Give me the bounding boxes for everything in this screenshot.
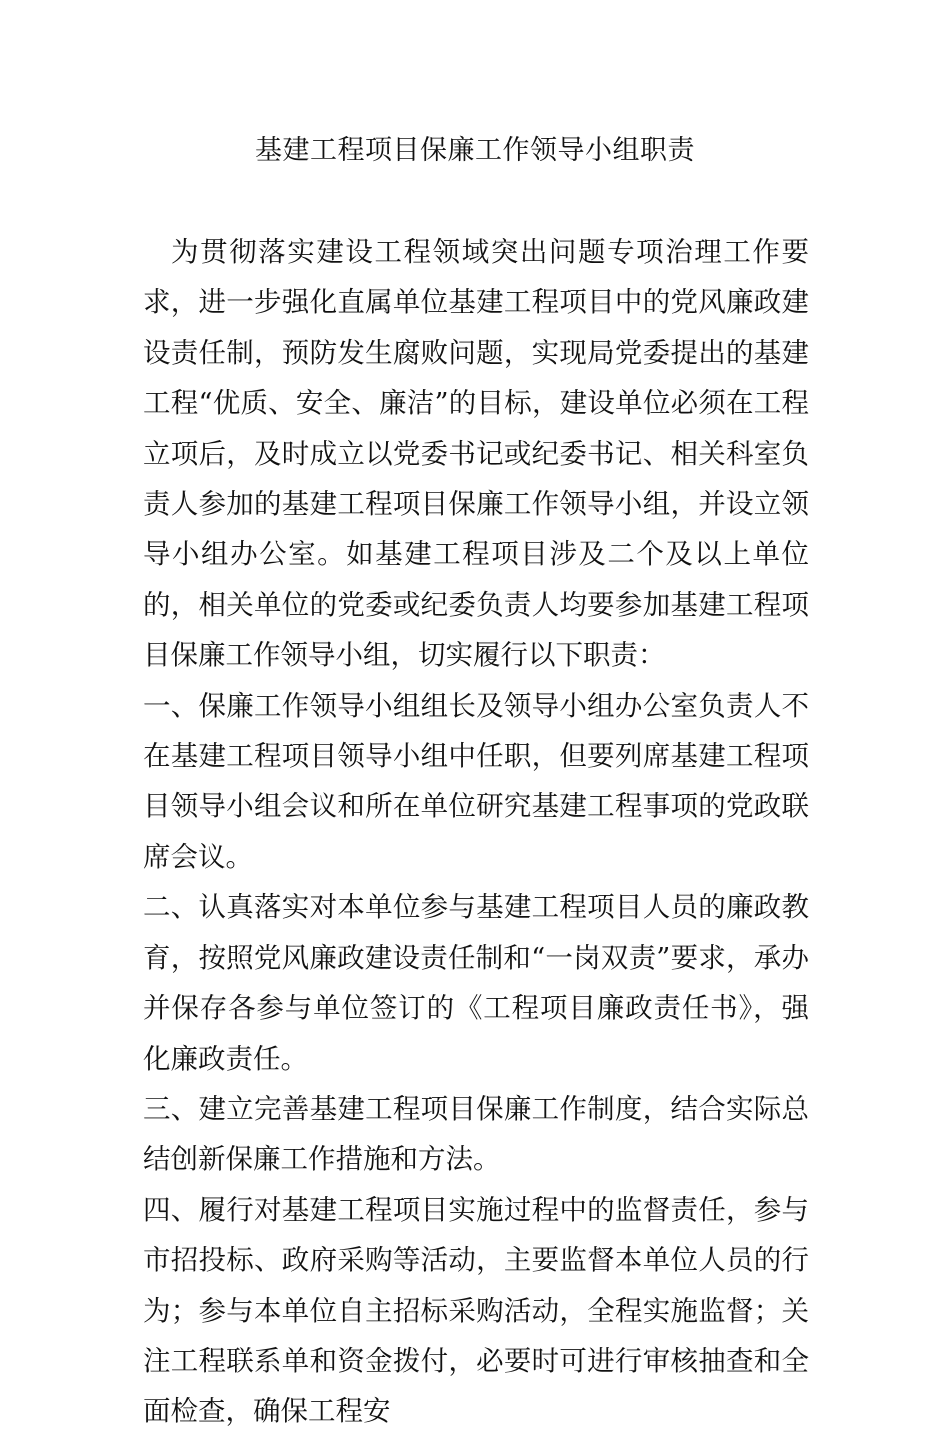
duty-item-4: 四、履行对基建工程项目实施过程中的监督责任，参与市招投标、政府采购等活动，主要监督本单位人员的行为；参与本单位自主招标采购活动，全程实施监督；关注工程联系单和资金拨付，必要时可进行审核抽查和全面检查，确保工程安 bbox=[143, 1193, 809, 1428]
document-body bbox=[143, 227, 809, 1437]
duty-item-3: 三、建立完善基建工程项目保廉工作制度，结合实际总结创新保廉工作措施和方法。 bbox=[143, 1092, 809, 1176]
document-title: 基建工程项目保廉工作领导小组职责 bbox=[255, 135, 695, 166]
duty-item-1: 一、保廉工作领导小组组长及领导小组办公室负责人不在基建工程项目领导小组中任职，但要列席基建工程项目领导小组会议和所在单位研究基建工程事项的党政联席会议。 bbox=[143, 689, 809, 873]
intro-paragraph: 为贯彻落实建设工程领域突出问题专项治理工作要求，进一步强化直属单位基建工程项目中的党风廉政建设责任制，预防发生腐败问题，实现局党委提出的基建工程“优质、安全、廉洁”的目标，建设单位必须在工程立项后，及时成立以党委书记或纪委书记、相关科室负责人参加的基建工程项目保廉工作领导小组，并设立领导小组办公室。如基建工程项目涉及二个及以上单位的，相关单位的党委或纪委负责人均要参加基建工程项目保廉工作领导小组，切实履行以下职责： bbox=[143, 236, 809, 672]
duty-item-2: 二、认真落实对本单位参与基建工程项目人员的廉政教育，按照党风廉政建设责任制和“一岗双责”要求，承办并保存各参与单位签订的《工程项目廉政责任书》，强化廉政责任。 bbox=[143, 891, 809, 1075]
